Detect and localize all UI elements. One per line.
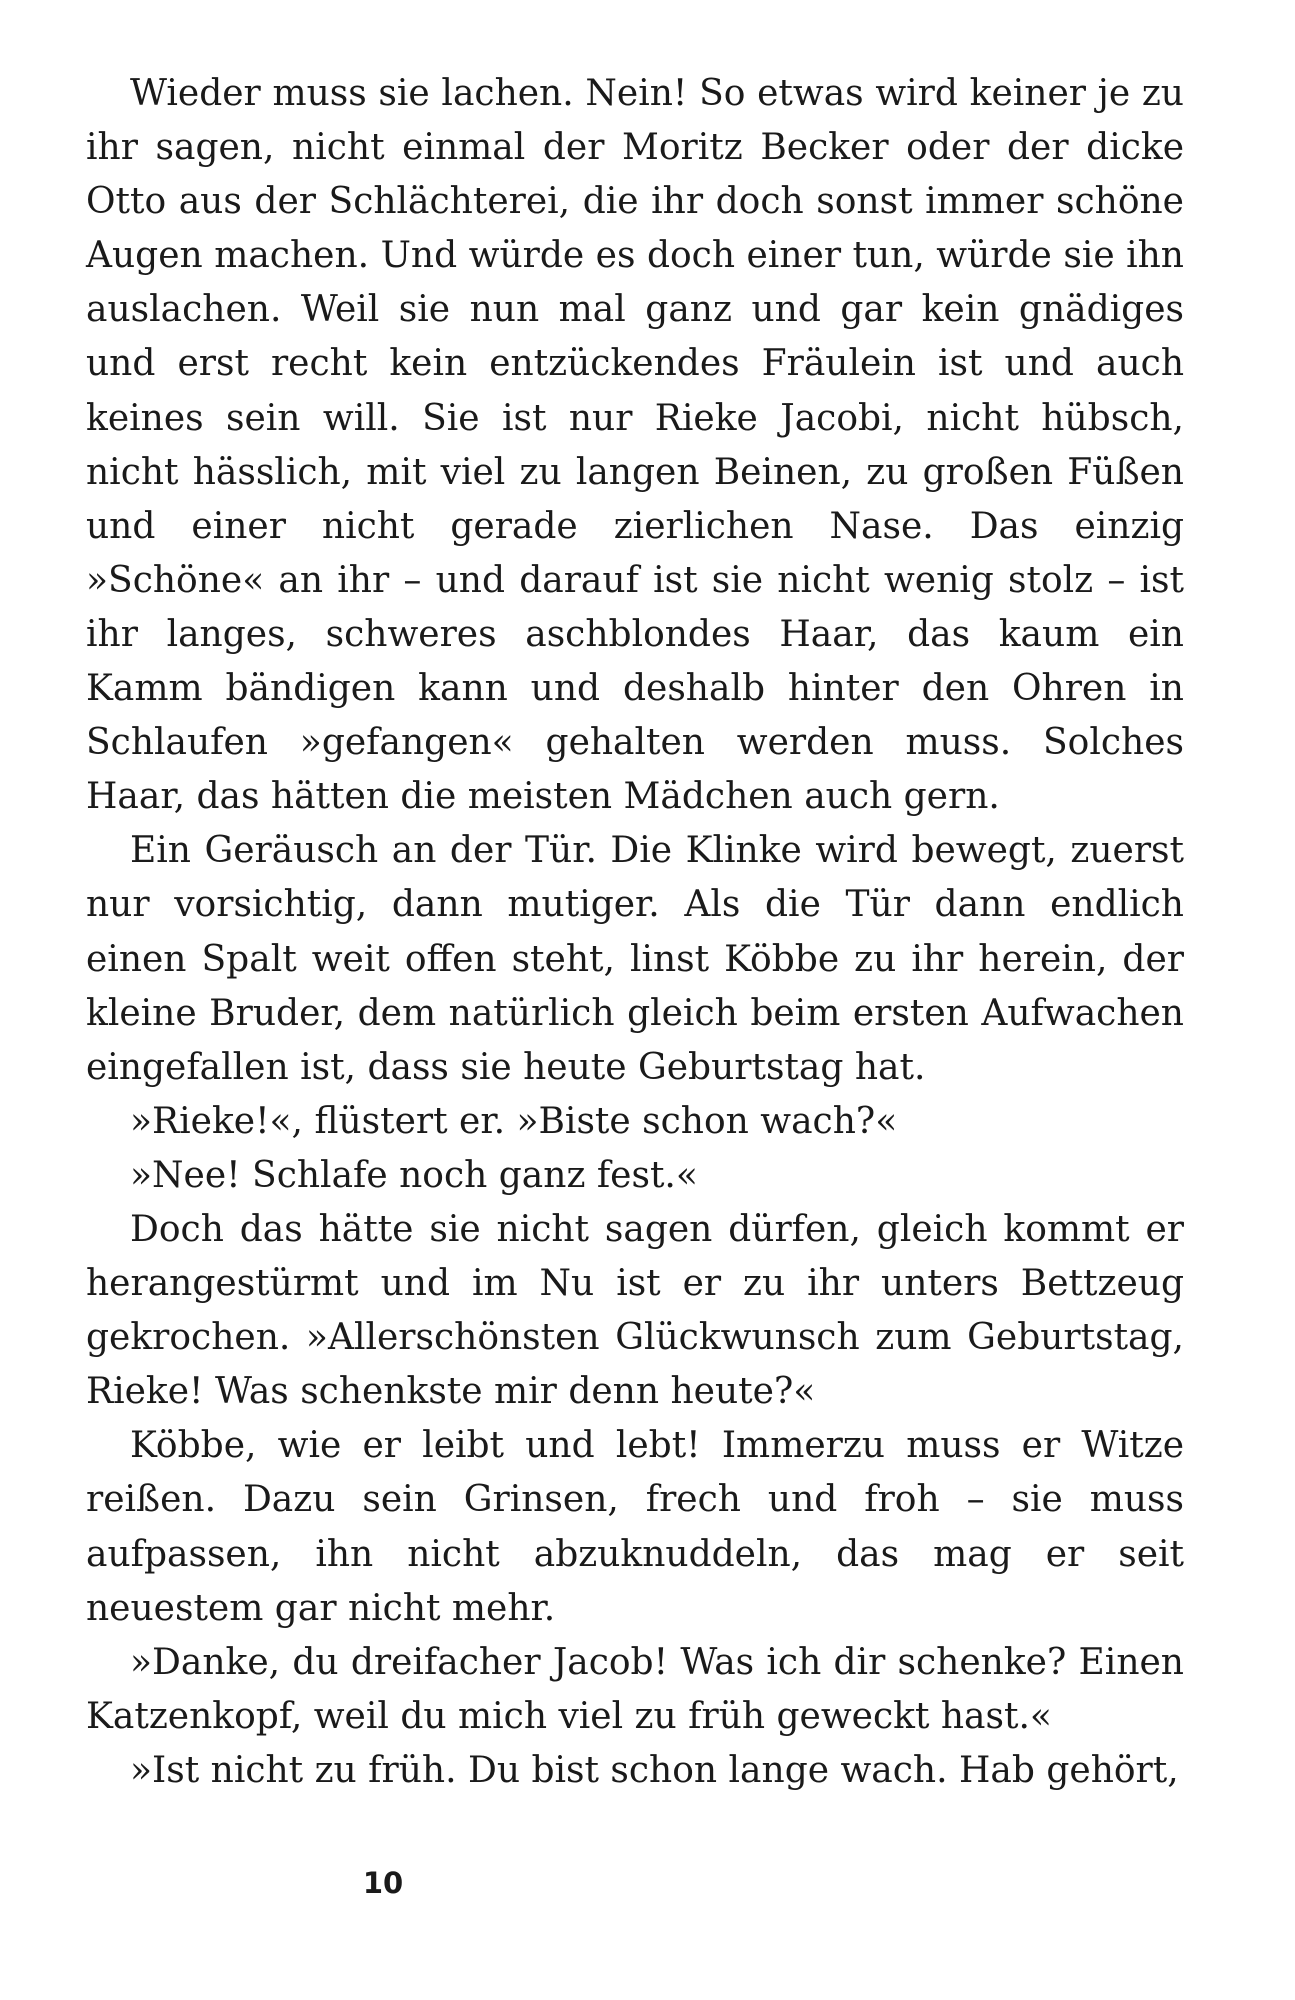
paragraph: Doch das hätte sie nicht sagen dürfen, gleich kommt er herangestürmt und im Nu ist er zu ihr unters Bettzeug gekrochen. »Allerschönsten Glückwunsch zum Geburtstag, Rieke! Was schenkste mir denn heute?« bbox=[86, 1208, 1184, 1413]
paragraph: Köbbe, wie er leibt und lebt! Immerzu muss er Witze reißen. Dazu sein Grinsen, frech und froh – sie muss aufpassen, ihn nicht abzuknuddeln, das mag er seit neuestem gar nicht mehr. bbox=[86, 1425, 1184, 1629]
paragraph: Wieder muss sie lachen. Nein! So etwas wird keiner je zu ihr sagen, nicht einmal der Moritz Becker oder der dicke Otto aus der Schlächterei, die ihr doch sonst immer schöne Augen machen. Und würde es doch einer tun, würde sie ihn auslachen. Weil sie nun mal ganz und gar kein gnädiges und erst recht kein entzückendes Fräulein ist und auch keines sein will. Sie ist nur Rieke Jacobi, nicht hübsch, nicht hässlich, mit viel zu langen Beinen, zu großen Füßen und einer nicht gerade zierlichen Nase. Das einzig »Schöne« an ihr – und darauf ist sie nicht wenig stolz – ist ihr langes, schweres aschblondes Haar, das kaum ein Kamm bändigen kann und deshalb hinter den Ohren in Schlaufen »gefangen« gehalten werden muss. Solches Haar, das hätten die meisten Mädchen auch gern. bbox=[86, 73, 1184, 818]
paragraph: Ein Geräusch an der Tür. Die Klinke wird bewegt, zuerst nur vorsichtig, dann mutiger. Als die Tür dann endlich einen Spalt weit offen steht, linst Köbbe zu ihr herein, der kleine Bruder, dem natürlich gleich beim ersten Aufwachen eingefallen ist, dass sie heute Geburtstag hat. bbox=[86, 830, 1184, 1088]
paragraph: »Ist nicht zu früh. Du bist schon lange wach. Hab gehört, bbox=[130, 1749, 1179, 1791]
paragraph: »Rieke!«, flüstert er. »Biste schon wach?« bbox=[130, 1100, 898, 1142]
paragraph: »Danke, du dreifacher Jacob! Was ich dir schenke? Einen Katzenkopf, weil du mich viel zu früh geweckt hast.« bbox=[86, 1641, 1184, 1737]
paragraph: »Nee! Schlafe noch ganz fest.« bbox=[130, 1154, 698, 1196]
page-number: 10 bbox=[362, 1866, 404, 1900]
body-text bbox=[86, 67, 1184, 1798]
